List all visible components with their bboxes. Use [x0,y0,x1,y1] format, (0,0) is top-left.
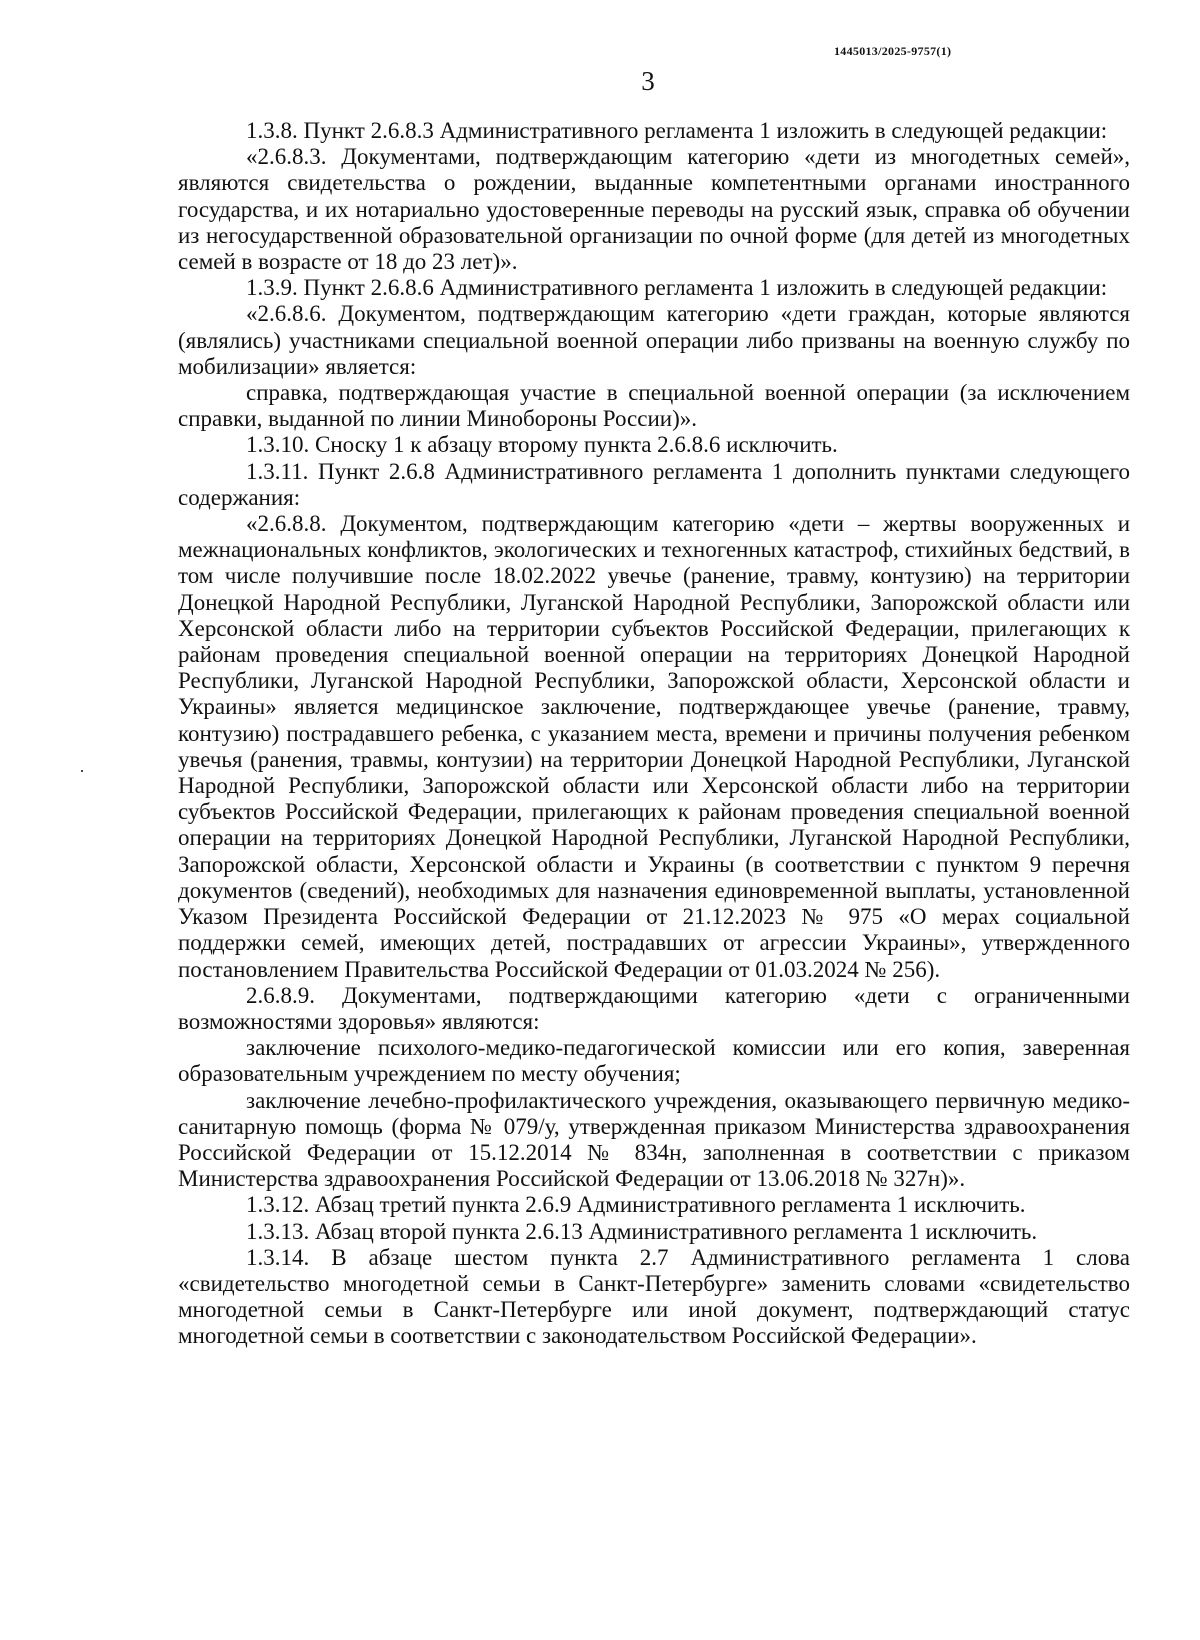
document-id: 1445013/2025-9757(1) [834,44,952,58]
page-number: 3 [641,66,655,96]
paragraph-medical-conclusion: заключение лечебно-профилактического учреждения, оказывающего первичную медико-санитарную помощь (форма № 079/у, утвержденная приказом Министерства здравоохранения Российской Федерации от 15.12.2014 № 834н, заполненная в соответствии с приказом Министерства здравоохранения Российской Федерации от 13.06.2018 № 327н)». [178,1087,1130,1192]
paragraph-2-6-8-8: «2.6.8.8. Документом, подтверждающим категорию «дети – жертвы вооруженных и межнациональных конфликтов, экологических и техногенных катастроф, стихийных бедствий, в том числе получившие после 18.02.2022 увечье (ранение, травму, контузию) на территории Донецкой Народной Республики, Луганской Народной Республики, Запорожской области или Херсонской области либо на территории субъектов Российской Федерации, прилегающих к районам проведения специальной военной операции на территориях Донецкой Народной Республики, Луганской Народной Республики, Запорожской области, Херсонской области и Украины» является медицинское заключение, подтверждающее увечье (ранение, травму, контузию) пострадавшего ребенка, с указанием места, времени и причины получения ребенком увечья (ранения, травмы, контузии) на территории Донецкой Народной Республики, Луганской Народной Республики, Запорожской области или Херсонской области либо на территории субъектов Российской Федерации, прилегающих к районам проведения специальной военной операции на территориях Донецкой Народной Республики, Луганской Народной Республики, Запорожской области, Херсонской области и Украины (в соответствии с пунктом 9 перечня документов (сведений), необходимых для назначения единовременной выплаты, установленной Указом Президента Российской Федерации от 21.12.2023 № 975 «О мерах социальной поддержки семей, имеющих детей, пострадавших от агрессии Украины», утвержденного постановлением Правительства Российской Федерации от 01.03.2024 № 256). [178,511,1130,982]
paragraph-1-3-14: 1.3.14. В абзаце шестом пункта 2.7 Административного регламента 1 слова «свидетельство многодетной семьи в Санкт-Петербурге» заменить словами «свидетельство многодетной семьи в Санкт-Петербурге или иной документ, подтверждающий статус многодетной семьи в соответствии с законодательством Российской Федерации». [178,1244,1130,1349]
paragraph-2-6-8-6: «2.6.8.6. Документом, подтверждающим категорию «дети граждан, которые являются (являлись) участниками специальной военной операции либо призваны на военную службу по мобилизации» является: [178,301,1130,379]
document-body [178,118,1130,1350]
scan-speck [81,770,83,772]
paragraph-1-3-10: 1.3.10. Сноску 1 к абзацу второму пункта 2.6.8.6 исключить. [246,432,838,458]
paragraph-2-6-8-9: 2.6.8.9. Документами, подтверждающими категорию «дети с ограниченными возможностями здоровья» являются: [178,982,1130,1034]
paragraph-1-3-12: 1.3.12. Абзац третий пункта 2.6.9 Административного регламента 1 исключить. [246,1192,1026,1218]
paragraph-1-3-11: 1.3.11. Пункт 2.6.8 Административного регламента 1 дополнить пунктами следующего содержания: [178,458,1130,510]
paragraph-pmpk-conclusion: заключение психолого-медико-педагогической комиссии или его копия, заверенная образовательным учреждением по месту обучения; [178,1035,1130,1087]
paragraph-svo-certificate: справка, подтверждающая участие в специальной военной операции (за исключением справки, выданной по линии Минобороны России)». [178,380,1130,432]
paragraph-1-3-8: 1.3.8. Пункт 2.6.8.3 Административного регламента 1 изложить в следующей редакции: [246,118,1108,143]
paragraph-1-3-13: 1.3.13. Абзац второй пункта 2.6.13 Административного регламента 1 исключить. [246,1218,1038,1244]
paragraph-2-6-8-3: «2.6.8.3. Документами, подтверждающим категорию «дети из многодетных семей», являются свидетельства о рождении, выданные компетентными органами иностранного государства, и их нотариально удостоверенные переводы на русский язык, справка об обучении из негосударственной образовательной организации по очной форме (для детей из многодетных семей в возрасте от 18 до 23 лет)». [178,144,1130,275]
paragraph-1-3-9: 1.3.9. Пункт 2.6.8.6 Административного регламента 1 изложить в следующей редакции: [246,275,1108,301]
